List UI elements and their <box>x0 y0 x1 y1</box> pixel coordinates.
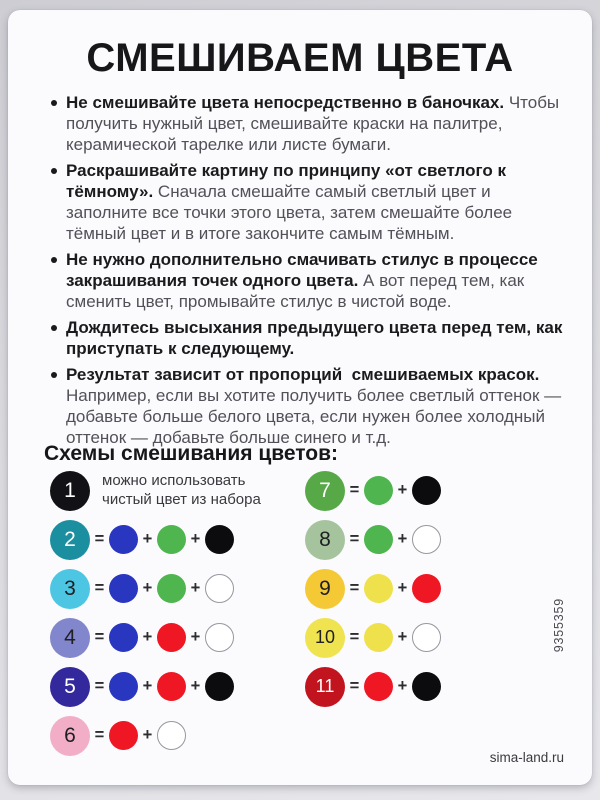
component-color-red <box>109 721 138 750</box>
plus-operator: + <box>142 579 153 597</box>
mixing-scheme-row <box>305 613 441 662</box>
plus-operator: + <box>190 530 201 548</box>
equals-operator: = <box>94 628 105 646</box>
component-color-blue <box>109 574 138 603</box>
component-color-red <box>412 574 441 603</box>
equals-operator: = <box>94 677 105 695</box>
component-color-red <box>364 672 393 701</box>
bullet-lead-text: Дождитесь высыхания предыдущего цвета перед тем, как приступать к следующему. <box>66 318 568 358</box>
mixing-scheme-row <box>50 662 305 711</box>
instruction-bullet <box>50 317 568 359</box>
instruction-bullet <box>50 249 568 312</box>
pure-color-note: можно использовать чистый цвет из набора <box>102 472 261 508</box>
mixing-scheme-row <box>50 466 305 515</box>
mixing-scheme-row <box>50 564 305 613</box>
component-color-blue <box>109 525 138 554</box>
result-color-circle-9: 9 <box>305 569 345 609</box>
plus-operator: + <box>397 530 408 548</box>
result-color-circle-6: 6 <box>50 716 90 756</box>
equals-operator: = <box>349 677 360 695</box>
result-color-circle-4: 4 <box>50 618 90 658</box>
equals-operator: = <box>349 481 360 499</box>
result-color-circle-7: 7 <box>305 471 345 511</box>
component-color-green <box>157 574 186 603</box>
bullet-body-text: Например, если вы хотите получить более светлый оттенок — добавьте больше белого цвета, если нужен более холодный оттенок — добавьте больше синего и т.д. <box>66 386 562 447</box>
equals-operator: = <box>349 628 360 646</box>
schemes-heading: Схемы смешивания цветов: <box>44 442 339 465</box>
equals-operator: = <box>94 726 105 744</box>
mixing-scheme-row <box>50 711 305 760</box>
plus-operator: + <box>190 579 201 597</box>
product-code: 9355359 <box>552 598 566 653</box>
component-color-white <box>412 525 441 554</box>
page-title: СМЕШИВАЕМ ЦВЕТА <box>86 36 514 80</box>
component-color-red <box>157 672 186 701</box>
component-color-black <box>205 525 234 554</box>
bullet-lead-text: Не нужно дополнительно смачивать стилус в процессе закрашивания точек одного цвета. <box>66 250 543 290</box>
component-color-black <box>412 476 441 505</box>
schemes-column-left <box>50 466 305 760</box>
component-color-white <box>412 623 441 652</box>
component-color-white <box>205 574 234 603</box>
equals-operator: = <box>94 579 105 597</box>
plus-operator: + <box>142 530 153 548</box>
instruction-bullet <box>50 160 568 244</box>
bullet-lead-text: Не смешивайте цвета непосредственно в баночках. <box>66 93 505 112</box>
mixing-scheme-row <box>305 662 441 711</box>
component-color-blue <box>109 623 138 652</box>
brand-watermark: sima-land.ru <box>489 750 564 765</box>
component-color-yellow <box>364 574 393 603</box>
plus-operator: + <box>397 677 408 695</box>
instruction-card <box>8 10 592 785</box>
mixing-schemes <box>50 466 572 760</box>
result-color-circle-8: 8 <box>305 520 345 560</box>
result-color-circle-3: 3 <box>50 569 90 609</box>
result-color-circle-11: 11 <box>305 667 345 707</box>
component-color-white <box>205 623 234 652</box>
component-color-green <box>364 525 393 554</box>
component-color-green <box>364 476 393 505</box>
plus-operator: + <box>397 579 408 597</box>
bullet-lead-text: Результат зависит от пропорций смешиваемых красок. <box>66 365 540 384</box>
mixing-scheme-row <box>305 466 441 515</box>
result-color-circle-10: 10 <box>305 618 345 658</box>
component-color-blue <box>109 672 138 701</box>
plus-operator: + <box>190 677 201 695</box>
plus-operator: + <box>142 677 153 695</box>
mixing-scheme-row <box>50 613 305 662</box>
instructions-list <box>50 92 568 453</box>
component-color-black <box>205 672 234 701</box>
mixing-scheme-row <box>50 515 305 564</box>
bullet-body-text: А вот перед тем, как сменить цвет, промывайте стилус в чистой воде. <box>66 271 525 311</box>
bullet-body-text: Сначала смешайте самый светлый цвет и заполните все точки этого цвета, затем смешайте более тёмный цвет и в итоге закончите самым тёмным. <box>66 182 513 243</box>
plus-operator: + <box>142 628 153 646</box>
bullet-lead-text: Раскрашивайте картину по принципу «от светлого к тёмному». <box>66 161 511 201</box>
plus-operator: + <box>397 481 408 499</box>
plus-operator: + <box>397 628 408 646</box>
instruction-bullet <box>50 364 568 448</box>
result-color-circle-1: 1 <box>50 471 90 511</box>
component-color-black <box>412 672 441 701</box>
result-color-circle-2: 2 <box>50 520 90 560</box>
bullet-body-text: Чтобы получить нужный цвет, смешивайте краски на палитре, керамической тарелке или листе бумаги. <box>66 93 560 154</box>
component-color-green <box>157 525 186 554</box>
component-color-yellow <box>364 623 393 652</box>
component-color-white <box>157 721 186 750</box>
result-color-circle-5: 5 <box>50 667 90 707</box>
equals-operator: = <box>349 530 360 548</box>
equals-operator: = <box>94 530 105 548</box>
plus-operator: + <box>142 726 153 744</box>
component-color-red <box>157 623 186 652</box>
mixing-scheme-row <box>305 564 441 613</box>
mixing-scheme-row <box>305 515 441 564</box>
schemes-column-right <box>305 466 441 760</box>
plus-operator: + <box>190 628 201 646</box>
instruction-bullet <box>50 92 568 155</box>
equals-operator: = <box>349 579 360 597</box>
